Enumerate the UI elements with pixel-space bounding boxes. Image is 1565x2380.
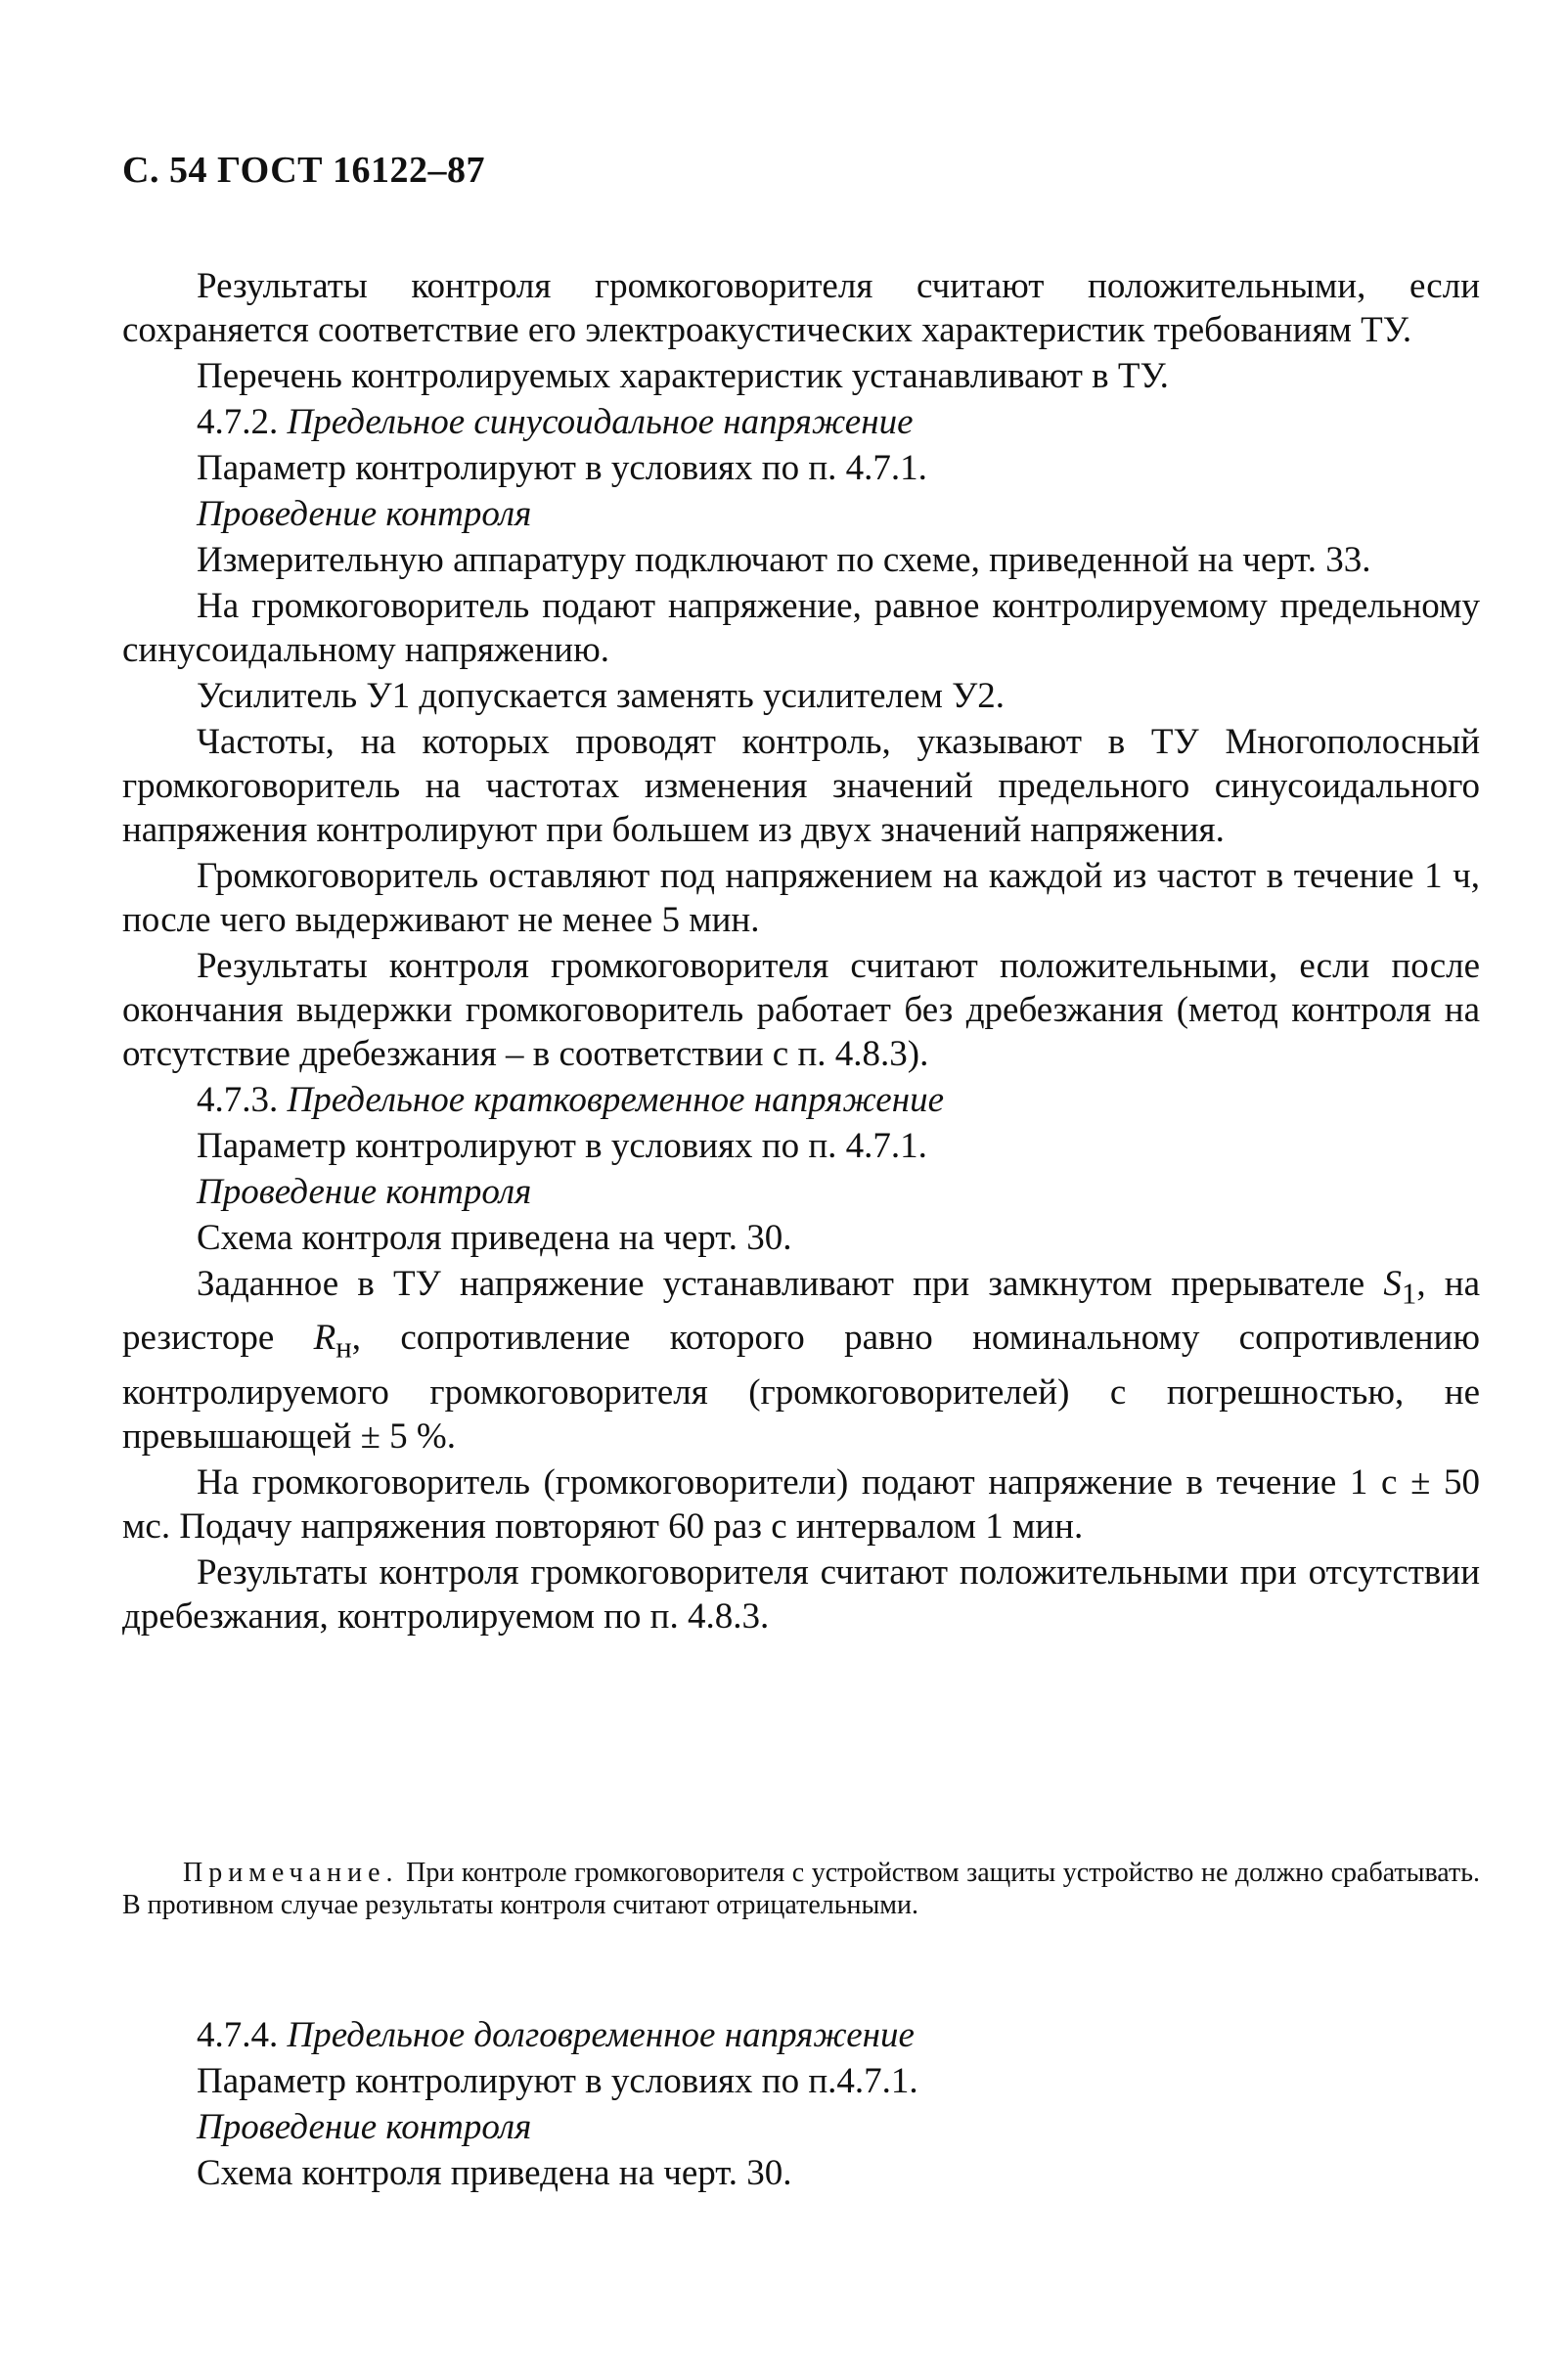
paragraph-with-symbols <box>122 1262 1480 1459</box>
paragraph: На громкоговоритель (громкоговорители) подают напряжение в течение 1 с ± 50 мс. Подачу напряжения повторяют 60 раз с интервалом 1 мин. <box>122 1461 1480 1547</box>
note-text: При контроле громкоговорителя с устройством защиты устройство не должно срабатывать. В противном случае результаты контроля считают отрицательными. <box>122 1858 1481 1920</box>
paragraph: Громкоговоритель оставляют под напряжением на каждой из частот в течение 1 ч, после чего выдерживают не менее 5 мин. <box>122 856 1480 940</box>
paragraph: Результаты контроля громкоговорителя считают положительными, если после окончания выдержки громкоговоритель работает без дребезжания (метод контроля на отсутствие дребезжания – в соответствии с п. 4.8.3). <box>122 946 1480 1074</box>
section-title: Предельное синусоидальное напряжение <box>287 402 914 442</box>
subheading: Проведение контроля <box>197 1172 532 1212</box>
section-title: Предельное долговременное напряжение <box>287 2015 915 2055</box>
section-heading-4-7-4 <box>122 2013 1480 2057</box>
section-heading-4-7-2 <box>122 400 1480 444</box>
paragraph: Результаты контроля громкоговорителя считают положительными, если сохраняется соответствие его электроакустических характеристик требованиям ТУ. <box>122 266 1480 350</box>
paragraph: Параметр контролируют в условиях по п.4.7.1. <box>197 2061 918 2101</box>
paragraph: Измерительную аппаратуру подключают по схеме, приведенной на черт. 33. <box>197 540 1371 580</box>
document-body <box>122 264 1480 1640</box>
subheading: Проведение контроля <box>197 494 532 534</box>
page-header: С. 54 ГОСТ 16122–87 <box>122 150 485 191</box>
paragraph: Перечень контролируемых характеристик устанавливают в ТУ. <box>197 356 1169 396</box>
symbol-r: R <box>313 1318 336 1359</box>
symbol-s: S <box>1383 1264 1402 1304</box>
section-4-7-4 <box>122 2013 1480 2197</box>
note <box>122 1857 1480 1921</box>
subheading: Проведение контроля <box>197 2107 532 2147</box>
paragraph: Параметр контролируют в условиях по п. 4.7.1. <box>197 448 927 488</box>
text-run: Заданное в ТУ напряжение устанавливают при замкнутом прерывателе <box>197 1264 1384 1304</box>
symbol-r-subscript: н <box>335 1330 352 1365</box>
paragraph: Частоты, на которых проводят контроль, указывают в ТУ Многополосный громкоговоритель на частотах изменения значений предельного синусоидального напряжения контролируют при большем из двух значений напряжения. <box>122 722 1480 850</box>
section-heading-4-7-3 <box>122 1078 1480 1122</box>
paragraph: Схема контроля приведена на черт. 30. <box>197 2153 792 2193</box>
note-label: Примечание. <box>183 1858 399 1888</box>
section-title: Предельное кратковременное напряжение <box>287 1080 944 1120</box>
paragraph: Усилитель У1 допускается заменять усилителем У2. <box>197 676 1006 716</box>
section-number: 4.7.4. <box>197 2015 279 2055</box>
text-run: , на резисторе <box>122 1264 1480 1359</box>
paragraph: Параметр контролируют в условиях по п. 4.7.1. <box>197 1126 927 1166</box>
text-run: , сопротивление которого равно номинальному сопротивлению контролируемого громкоговорителя (громкоговорителей) с погрешностью, не превышающей ± 5 %. <box>122 1318 1480 1457</box>
paragraph: Схема контроля приведена на черт. 30. <box>197 1218 792 1258</box>
paragraph: Результаты контроля громкоговорителя считают положительными при отсутствии дребезжания, контролируемом по п. 4.8.3. <box>122 1551 1480 1637</box>
section-number: 4.7.3. <box>197 1080 279 1120</box>
section-number: 4.7.2. <box>197 402 279 442</box>
paragraph: На громкоговоритель подают напряжение, равное контролируемому предельному синусоидальному напряжению. <box>122 586 1480 670</box>
symbol-s-subscript: 1 <box>1401 1277 1417 1311</box>
